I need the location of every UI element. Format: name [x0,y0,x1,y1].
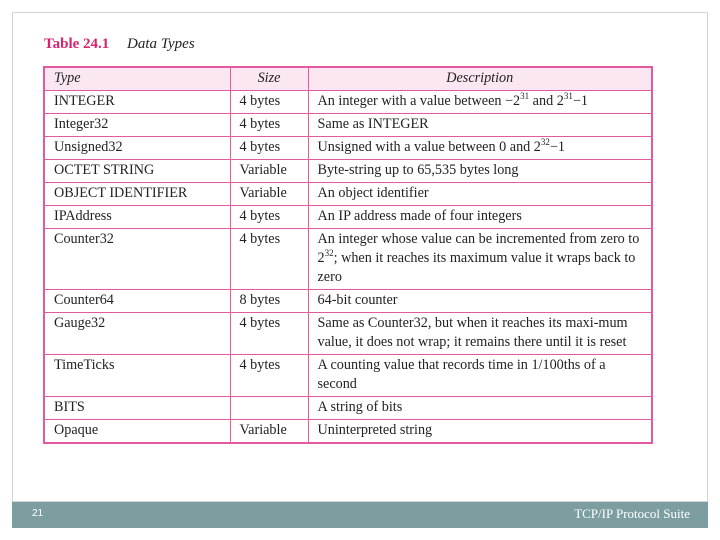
cell-type: Counter32 [44,229,230,290]
cell-description: Same as Counter32, but when it reaches its maxi-mum value, it does not wrap; it remains there until it is reset [308,313,652,355]
table-header-row [44,67,652,91]
cell-size: Variable [230,183,308,206]
cell-type: OCTET STRING [44,160,230,183]
cell-description: A string of bits [308,397,652,420]
table-row [44,313,652,355]
cell-size: 4 bytes [230,137,308,160]
cell-description: Uninterpreted string [308,420,652,444]
table-row [44,160,652,183]
data-types-table [43,66,653,444]
footer-title: TCP/IP Protocol Suite [574,506,690,521]
cell-type: INTEGER [44,91,230,114]
table-row [44,206,652,229]
table-row [44,137,652,160]
cell-type: TimeTicks [44,355,230,397]
table-caption-title: Data Types [127,36,195,52]
cell-description: An object identifier [308,183,652,206]
table-row [44,420,652,444]
table-row [44,183,652,206]
cell-size: 4 bytes [230,91,308,114]
table-body [44,91,652,444]
table-caption-number: Table 24.1 [44,36,110,52]
cell-type: Integer32 [44,114,230,137]
cell-description: An integer with a value between $-2^{31}$ and $2^{31}-1$ [308,91,652,114]
cell-type: IPAddress [44,206,230,229]
table-caption [44,36,195,53]
cell-type: Gauge32 [44,313,230,355]
slide-number: 21 [32,508,44,519]
table-row [44,114,652,137]
cell-description: An IP address made of four integers [308,206,652,229]
footer-bar [12,502,708,528]
cell-type: Counter64 [44,290,230,313]
table-row [44,355,652,397]
cell-description: 64-bit counter [308,290,652,313]
cell-size: 4 bytes [230,114,308,137]
cell-description: A counting value that records time in 1/100ths of a second [308,355,652,397]
table-row [44,229,652,290]
cell-size: 8 bytes [230,290,308,313]
cell-type: Unsigned32 [44,137,230,160]
column-header-description: Description [308,67,652,91]
column-header-type: Type [44,67,230,91]
table-row [44,290,652,313]
cell-description: Byte-string up to 65,535 bytes long [308,160,652,183]
cell-size: Variable [230,420,308,444]
cell-type: Opaque [44,420,230,444]
cell-size [230,397,308,420]
cell-description: Unsigned with a value between 0 and $2^{32}-1$ [308,137,652,160]
cell-description: An integer whose value can be incremented from zero to $2^{32}$; when it reaches its maximum value it wraps back to zero [308,229,652,290]
table-row [44,397,652,420]
cell-type: OBJECT IDENTIFIER [44,183,230,206]
column-header-size: Size [230,67,308,91]
cell-type: BITS [44,397,230,420]
data-types-table-container [43,66,651,444]
cell-size: 4 bytes [230,229,308,290]
cell-size: Variable [230,160,308,183]
cell-size: 4 bytes [230,355,308,397]
cell-size: 4 bytes [230,313,308,355]
table-row [44,91,652,114]
cell-description: Same as INTEGER [308,114,652,137]
cell-size: 4 bytes [230,206,308,229]
